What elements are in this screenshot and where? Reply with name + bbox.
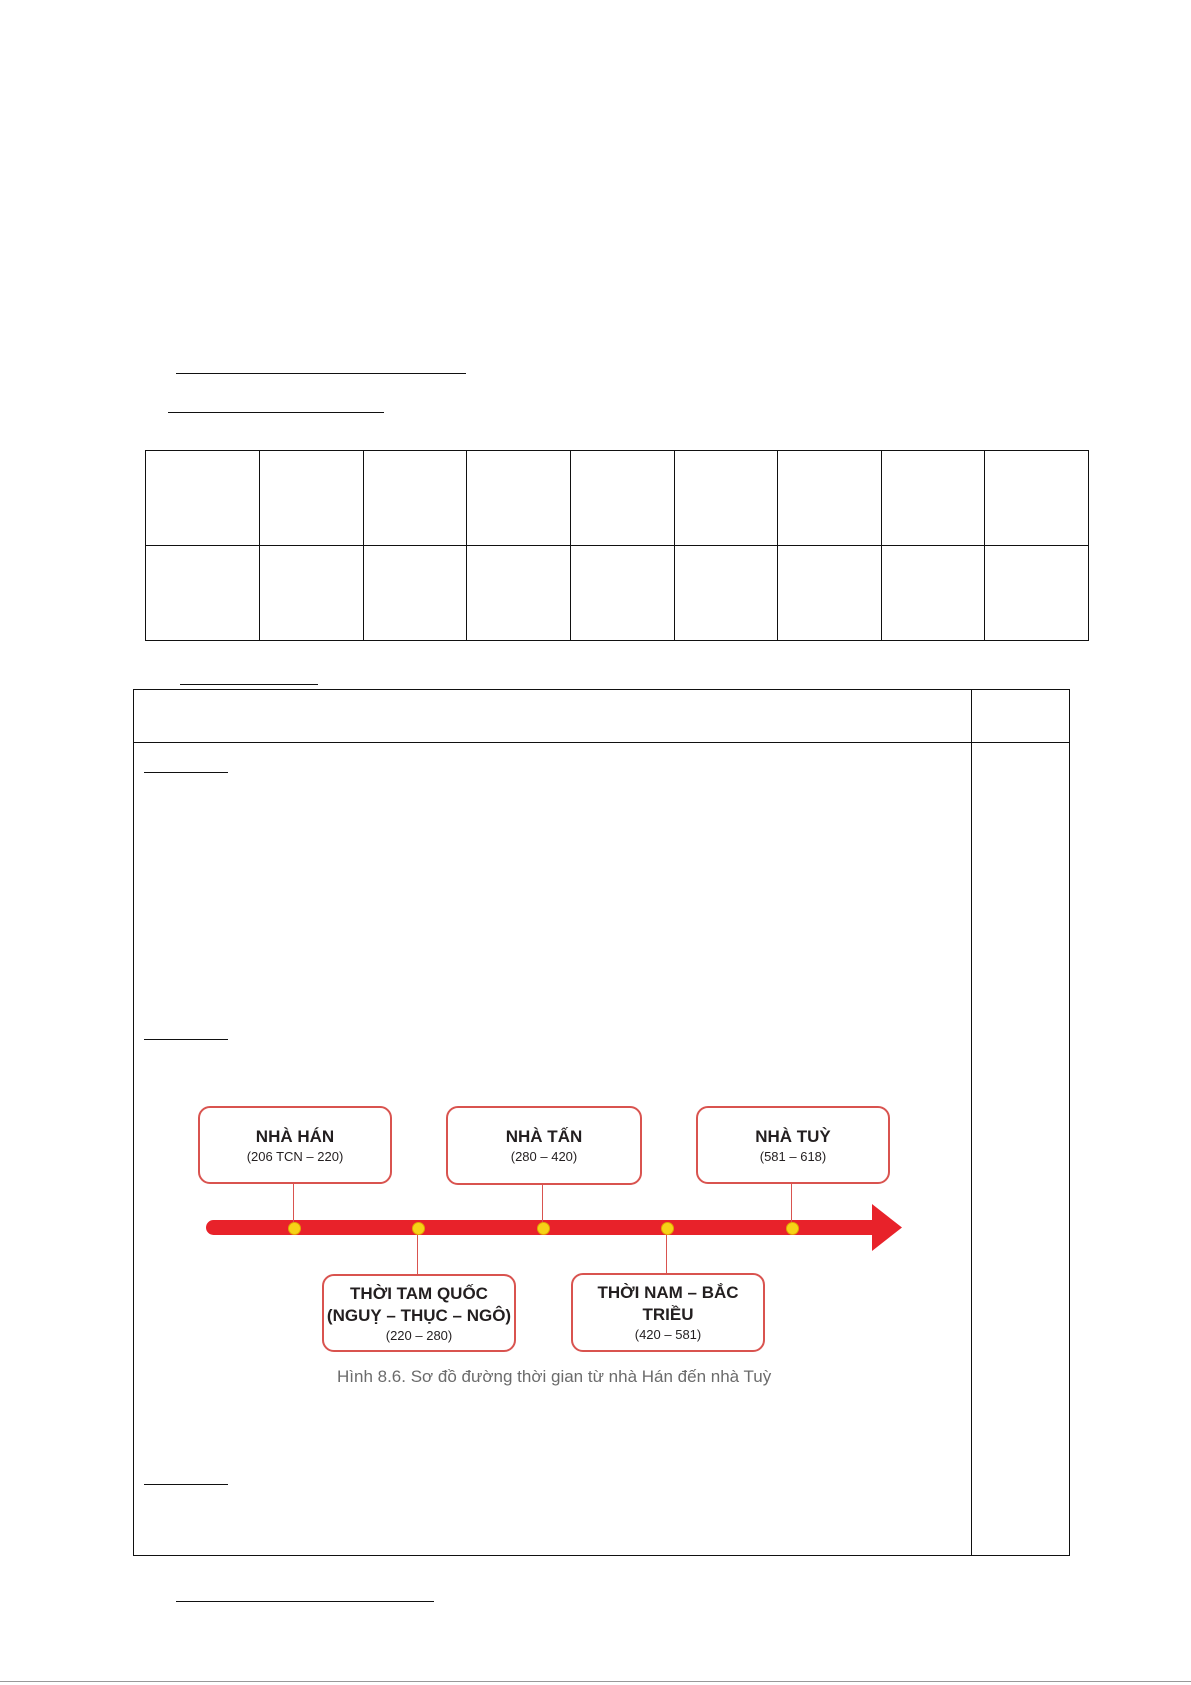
event-dates: (220 – 280) [385,1327,453,1343]
event-title-line-1: THỜI TAM QUỐC [350,1283,488,1303]
question-3-underline [144,1484,228,1485]
table-header-row [134,690,1070,743]
event-title-line-2: (NGUỴ – THỤC – NGÔ) [326,1305,512,1325]
event-dates: (280 – 420) [510,1149,578,1164]
question-2-underline [144,1039,228,1040]
essay-answer-table [133,689,1070,1556]
event-title: NHÀ HÁN [255,1126,335,1146]
event-dates: (420 – 581) [634,1327,702,1342]
page-bottom-edge [0,1681,1191,1682]
event-title: THỜI NAM – BẮC TRIỀU [597,1283,739,1324]
table-row [146,546,1089,641]
event-title: NHÀ TẤN [505,1127,583,1146]
section-heading-underline [176,373,466,374]
table-row [146,451,1089,546]
table-row [134,743,1070,1556]
event-title: NHÀ TUỲ [755,1126,831,1146]
subsection-heading-underline [168,412,384,413]
event-dates: (206 TCN – 220) [246,1148,344,1164]
figure-caption: Hình 8.6. Sơ đồ đường thời gian từ nhà Hán đến nhà Tuỳ [337,1367,772,1386]
question-1-underline [144,772,228,773]
event-dates: (581 – 618) [759,1148,827,1164]
essay-heading-underline [180,684,318,685]
answer-key-table [145,450,1089,641]
final-section-underline [176,1601,434,1602]
